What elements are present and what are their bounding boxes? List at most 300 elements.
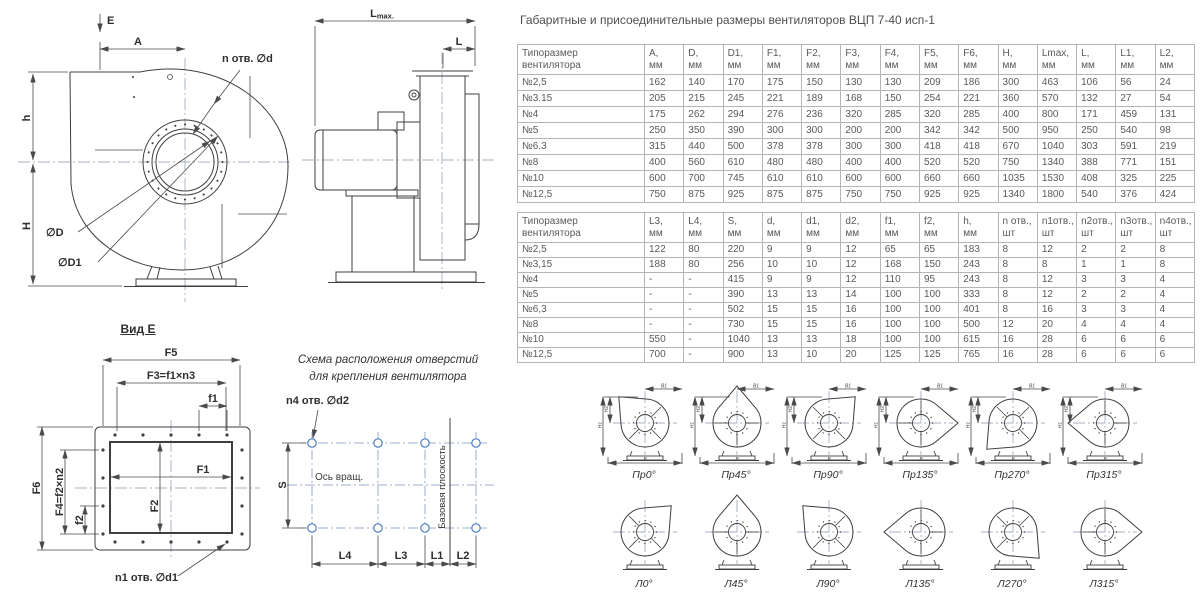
table-cell: 418 <box>919 139 958 155</box>
table-cell: 16 <box>998 333 1037 348</box>
table-cell: 400 <box>880 155 919 171</box>
table-row <box>518 75 1195 91</box>
base-plane-label: Базовая плоскость <box>437 445 448 529</box>
fan-dim-label: В <box>735 457 739 463</box>
fan-orientation-label: Л270° <box>997 578 1027 590</box>
table-cell: 560 <box>684 155 723 171</box>
table-cell: 9 <box>802 243 841 258</box>
table-cell: 205 <box>645 91 684 107</box>
table-cell: 9 <box>802 273 841 288</box>
table-cell: 4 <box>1155 318 1194 333</box>
fan-orientation-slot <box>690 383 782 481</box>
table-cell: 400 <box>998 107 1037 123</box>
table-cell: 333 <box>959 288 998 303</box>
table-cell: 300 <box>762 123 801 139</box>
table-cell: 150 <box>919 258 958 273</box>
column-header: n3отв., шт <box>1116 213 1155 243</box>
dim-label-f1-small: f1 <box>208 393 218 405</box>
table-cell: 20 <box>841 348 880 363</box>
table-cell: 320 <box>841 107 880 123</box>
table-cell: 10 <box>762 258 801 273</box>
table-cell: 600 <box>880 171 919 187</box>
table-cell: 2 <box>1077 288 1116 303</box>
table-cell: 95 <box>919 273 958 288</box>
fan-dim-label: Н2 <box>972 405 978 413</box>
table-cell: 6 <box>1077 348 1116 363</box>
table-cell: 550 <box>645 333 684 348</box>
centerlines <box>302 52 495 292</box>
table-cell: 610 <box>802 171 841 187</box>
table-cell: 150 <box>802 75 841 91</box>
table-cell: 285 <box>880 107 919 123</box>
table-cell: - <box>684 333 723 348</box>
dim-label-a: A <box>134 36 142 48</box>
table-cell: 325 <box>1116 171 1155 187</box>
mounting-holes <box>308 439 480 532</box>
table-cell: 875 <box>762 187 801 203</box>
table-cell: 378 <box>802 139 841 155</box>
table-cell: 100 <box>880 288 919 303</box>
table-row <box>518 288 1195 303</box>
table-cell: 6 <box>1155 348 1194 363</box>
table-cell: 424 <box>1155 187 1194 203</box>
fan-orientation-slot <box>874 492 966 590</box>
dim-label-l1: L1 <box>430 550 444 562</box>
mounting-holes-schema <box>272 388 507 598</box>
fan-orientation-slot <box>1058 383 1150 481</box>
table-cell: 100 <box>919 288 958 303</box>
table-cell: 408 <box>1077 171 1116 187</box>
table-cell: 28 <box>1037 348 1076 363</box>
table-cell: 600 <box>645 171 684 187</box>
table-cell: 660 <box>959 171 998 187</box>
fan-orientation-label: Л90° <box>816 578 840 590</box>
fan-orientation-diagram <box>782 492 874 578</box>
table-cell: 12 <box>1037 288 1076 303</box>
table-cell: 4 <box>1155 303 1194 318</box>
table-cell: 10 <box>802 348 841 363</box>
table-cell: 3 <box>1077 303 1116 318</box>
table-cell: 925 <box>959 187 998 203</box>
fan-orientation-diagram <box>1058 492 1150 578</box>
orientation-row-right <box>598 383 1150 481</box>
table-cell: 221 <box>959 91 998 107</box>
table-cell: 1340 <box>998 187 1037 203</box>
fan-dim-label: Н2 <box>880 405 886 413</box>
table-cell: 401 <box>959 303 998 318</box>
fan-orientation-diagram <box>598 383 690 469</box>
table-cell: 1800 <box>1037 187 1076 203</box>
column-header: Lmax, мм <box>1037 45 1076 75</box>
table-cell: 418 <box>959 139 998 155</box>
column-header: n4отв., шт <box>1155 213 1194 243</box>
fan-orientation-diagram <box>966 492 1058 578</box>
dim-label-f1: F1 <box>196 464 210 476</box>
table-cell: 262 <box>684 107 723 123</box>
fan-orientation-diagram <box>598 492 690 578</box>
table-cell: 8 <box>998 273 1037 288</box>
table-cell: 8 <box>1037 258 1076 273</box>
column-header: L2, мм <box>1155 45 1194 75</box>
fan-side-view-drawing <box>290 0 510 300</box>
table-cell: - <box>645 273 684 288</box>
flange-view-drawing <box>15 338 265 596</box>
table-cell: 463 <box>1037 75 1076 91</box>
column-header: d2, мм <box>841 213 880 243</box>
column-header-typesize: Типоразмер вентилятора <box>518 45 645 75</box>
table-cell: 750 <box>880 187 919 203</box>
table-cell: 700 <box>684 171 723 187</box>
column-header: S, мм <box>723 213 762 243</box>
table-cell: 459 <box>1116 107 1155 123</box>
table-cell: 9 <box>762 273 801 288</box>
table-row <box>518 155 1195 171</box>
table-cell: 745 <box>723 171 762 187</box>
column-header: d, мм <box>762 213 801 243</box>
page-title: Габаритные и присоединительные размеры вентиляторов ВЦП 7-40 исп-1 <box>520 13 935 27</box>
table-cell: 730 <box>723 318 762 333</box>
table-cell: 500 <box>723 139 762 155</box>
column-header: F1, мм <box>762 45 801 75</box>
table-cell: 254 <box>919 91 958 107</box>
table-cell: 200 <box>880 123 919 139</box>
table-row <box>518 91 1195 107</box>
table-cell: 2 <box>1116 288 1155 303</box>
fan-orientation-label: Пр45° <box>721 469 751 481</box>
table-cell: 600 <box>841 171 880 187</box>
table-cell: 2 <box>1116 243 1155 258</box>
column-header: n2отв., шт <box>1077 213 1116 243</box>
table-row <box>518 139 1195 155</box>
row-header-cell: №3.15 <box>518 91 645 107</box>
dim-label-f3: F3=f1×n3 <box>146 370 196 382</box>
dim-label-l3: L3 <box>394 550 408 562</box>
fan-dim-label: Н1 <box>690 421 696 429</box>
column-header: F6, мм <box>959 45 998 75</box>
table-cell: - <box>684 288 723 303</box>
column-header-typesize: Типоразмер вентилятора <box>518 213 645 243</box>
fan-orientation-diagram <box>690 383 782 469</box>
table-cell: 15 <box>802 318 841 333</box>
table-cell: 186 <box>959 75 998 91</box>
table-cell: 10 <box>802 258 841 273</box>
column-header: n отв., шт <box>998 213 1037 243</box>
fan-orientation-slot <box>1058 492 1150 590</box>
column-header: n1отв., шт <box>1037 213 1076 243</box>
table-cell: 6 <box>1155 333 1194 348</box>
table-cell: 1040 <box>723 333 762 348</box>
fan-dim-label: Н2 <box>604 405 610 413</box>
table-cell: - <box>645 303 684 318</box>
column-header: F5, мм <box>919 45 958 75</box>
dimensions-table-1 <box>517 44 1195 203</box>
table-cell: 18 <box>841 333 880 348</box>
fan-dim-label: Н2 <box>788 405 794 413</box>
column-header: L3, мм <box>645 213 684 243</box>
fan-front-view-drawing <box>0 0 292 312</box>
table-cell: 3 <box>1116 303 1155 318</box>
table-cell: 243 <box>959 258 998 273</box>
table-cell: 6 <box>1116 348 1155 363</box>
table-cell: 4 <box>1077 318 1116 333</box>
fan-orientation-slot <box>782 492 874 590</box>
column-header: h, мм <box>959 213 998 243</box>
schema-title-line2: для крепления вентилятора <box>309 370 467 383</box>
table-cell: 570 <box>1037 91 1076 107</box>
column-header: L4, мм <box>684 213 723 243</box>
table-cell: 950 <box>1037 123 1076 139</box>
table-cell: 500 <box>959 318 998 333</box>
table-row <box>518 273 1195 288</box>
dim-label-f6: F6 <box>31 481 43 495</box>
table-cell: 1 <box>1077 258 1116 273</box>
row-header-cell: №12,5 <box>518 348 645 363</box>
table-cell: 24 <box>1155 75 1194 91</box>
fan-dim-label: В <box>643 457 647 463</box>
table-cell: 80 <box>684 258 723 273</box>
table-cell: 8 <box>998 243 1037 258</box>
table-cell: 98 <box>1155 123 1194 139</box>
dim-label-h-big: H <box>21 222 33 230</box>
column-header: f2, мм <box>919 213 958 243</box>
table-cell: 591 <box>1116 139 1155 155</box>
fan-orientation-label: Л0° <box>635 578 653 590</box>
row-header-cell: №8 <box>518 318 645 333</box>
table-cell: 110 <box>880 273 919 288</box>
table-cell: 12 <box>841 258 880 273</box>
table-cell: 400 <box>841 155 880 171</box>
view-e-title: Вид Е <box>120 322 156 336</box>
table-cell: 54 <box>1155 91 1194 107</box>
table-cell: 175 <box>645 107 684 123</box>
fan-dim-label: В1 <box>936 383 944 390</box>
column-header: A, мм <box>645 45 684 75</box>
fan-orientation-label: Пр270° <box>994 469 1030 481</box>
table-cell: 100 <box>919 333 958 348</box>
table-cell: 303 <box>1077 139 1116 155</box>
table-cell: 170 <box>723 75 762 91</box>
orientation-row-left <box>598 492 1150 590</box>
table-cell: 750 <box>998 155 1037 171</box>
fan-orientation-diagram <box>874 383 966 469</box>
fan-orientation-label: Пр315° <box>1086 469 1122 481</box>
table-cell: 100 <box>880 333 919 348</box>
fan-orientation-slot <box>598 492 690 590</box>
table-cell: 56 <box>1116 75 1155 91</box>
table-cell: 480 <box>762 155 801 171</box>
table-row <box>518 123 1195 139</box>
table-cell: 150 <box>880 91 919 107</box>
table-cell: 6 <box>1077 333 1116 348</box>
table-cell: 376 <box>1116 187 1155 203</box>
bolt-holes <box>101 433 243 543</box>
table-cell: - <box>684 348 723 363</box>
column-header: D, мм <box>684 45 723 75</box>
table-cell: 360 <box>998 91 1037 107</box>
fan-orientation-label: Л135° <box>905 578 935 590</box>
table-cell: 171 <box>1077 107 1116 123</box>
row-header-cell: №10 <box>518 333 645 348</box>
row-header-cell: №2,5 <box>518 75 645 91</box>
fan-dim-label: В <box>827 457 831 463</box>
fan-housing <box>70 69 288 270</box>
table-cell: 12 <box>841 243 880 258</box>
fan-orientation-slot <box>966 492 1058 590</box>
column-header: F3, мм <box>841 45 880 75</box>
fan-dim-label: Н1 <box>598 421 604 429</box>
fan-orientation-diagram <box>690 492 782 578</box>
table-cell: 415 <box>723 273 762 288</box>
table-cell: 27 <box>1116 91 1155 107</box>
dim-label-lmax: Lmax. <box>370 8 394 21</box>
table-cell: 300 <box>802 123 841 139</box>
table-cell: 16 <box>998 348 1037 363</box>
table-cell: - <box>684 303 723 318</box>
table-cell: 480 <box>802 155 841 171</box>
motor <box>315 112 420 198</box>
table-cell: 8 <box>1155 258 1194 273</box>
fan-dim-label: В <box>1011 457 1015 463</box>
fan-dim-label: Н1 <box>966 421 972 429</box>
table-row <box>518 171 1195 187</box>
table-cell: 1530 <box>1037 171 1076 187</box>
dim-label-l: L <box>455 36 463 48</box>
row-header-cell: №2,5 <box>518 243 645 258</box>
table-cell: 4 <box>1155 288 1194 303</box>
table-cell: 610 <box>762 171 801 187</box>
table-cell: 12 <box>1037 243 1076 258</box>
dim-label-d1: ∅D1 <box>58 257 82 269</box>
table-cell: 1340 <box>1037 155 1076 171</box>
table-cell: 520 <box>919 155 958 171</box>
table-cell: 243 <box>959 273 998 288</box>
table-cell: 400 <box>645 155 684 171</box>
table-cell: 132 <box>1077 91 1116 107</box>
table-cell: 220 <box>723 243 762 258</box>
table-cell: 162 <box>645 75 684 91</box>
table-cell: 250 <box>645 123 684 139</box>
table-cell: 100 <box>880 318 919 333</box>
fan-orientation-slot <box>598 383 690 481</box>
table-cell: 378 <box>762 139 801 155</box>
table-cell: 800 <box>1037 107 1076 123</box>
table-cell: 16 <box>841 303 880 318</box>
table-cell: 125 <box>880 348 919 363</box>
table-cell: 8 <box>998 288 1037 303</box>
fan-dim-label: В1 <box>1120 383 1128 390</box>
table-cell: 540 <box>1077 187 1116 203</box>
table-cell: 8 <box>998 303 1037 318</box>
centerlines <box>287 432 494 540</box>
table-cell: 615 <box>959 333 998 348</box>
dim-label-f4: F4=f2×n2 <box>54 467 66 517</box>
table-cell: 500 <box>998 123 1037 139</box>
fan-orientation-label: Пр135° <box>902 469 938 481</box>
table-cell: 106 <box>1077 75 1116 91</box>
table-cell: 16 <box>1037 303 1076 318</box>
table-cell: 700 <box>645 348 684 363</box>
fan-dim-label: В1 <box>1028 383 1036 390</box>
table-cell: 20 <box>1037 318 1076 333</box>
fan-orientation-slot <box>966 383 1058 481</box>
table-cell: 765 <box>959 348 998 363</box>
table-row <box>518 348 1195 363</box>
table-cell: 8 <box>1155 243 1194 258</box>
column-header: f1, мм <box>880 213 919 243</box>
table-cell: 320 <box>919 107 958 123</box>
dim-label-e: E <box>107 15 115 27</box>
table-cell: 175 <box>762 75 801 91</box>
table-cell: 215 <box>684 91 723 107</box>
dim-label-f2: F2 <box>149 499 161 513</box>
fan-orientation-label: Л45° <box>724 578 748 590</box>
table-cell: 12 <box>1037 273 1076 288</box>
fan-dim-label: Н1 <box>1058 421 1064 429</box>
fan-orientation-diagram <box>966 383 1058 469</box>
table-cell: - <box>684 273 723 288</box>
table-cell: 1040 <box>1037 139 1076 155</box>
table-row <box>518 303 1195 318</box>
table-cell: 300 <box>998 75 1037 91</box>
rotation-axis-label: Ось вращ. <box>315 472 364 483</box>
table-cell: 875 <box>802 187 841 203</box>
fan-dim-label: Н2 <box>1064 405 1070 413</box>
table-cell: 350 <box>684 123 723 139</box>
table-cell: 4 <box>1155 273 1194 288</box>
fan-orientation-slot <box>690 492 782 590</box>
table-cell: 660 <box>919 171 958 187</box>
table-cell: 13 <box>762 348 801 363</box>
table-cell: 130 <box>841 75 880 91</box>
schema-title-line1: Схема расположения отверстий <box>297 354 479 366</box>
row-header-cell: №8 <box>518 155 645 171</box>
table-cell: 390 <box>723 288 762 303</box>
table-cell: 100 <box>880 303 919 318</box>
table-row <box>518 258 1195 273</box>
table-cell: 168 <box>841 91 880 107</box>
fan-orientation-label: Пр0° <box>632 469 656 481</box>
table-row <box>518 333 1195 348</box>
fan-dim-label: В1 <box>844 383 852 390</box>
row-header-cell: №4 <box>518 273 645 288</box>
table-cell: 9 <box>762 243 801 258</box>
fan-dim-label: Н2 <box>696 405 702 413</box>
fan-orientation-diagram <box>782 383 874 469</box>
table-cell: 342 <box>959 123 998 139</box>
table-cell: 168 <box>880 258 919 273</box>
fan-dim-label: Н1 <box>782 421 788 429</box>
fan-dim-label: В <box>919 457 923 463</box>
column-header: d1, мм <box>802 213 841 243</box>
column-header: F4, мм <box>880 45 919 75</box>
table-cell: 3 <box>1116 273 1155 288</box>
table-cell: 188 <box>645 258 684 273</box>
table-cell: 100 <box>919 303 958 318</box>
table-row <box>518 318 1195 333</box>
row-header-cell: №12,5 <box>518 187 645 203</box>
table-cell: 130 <box>880 75 919 91</box>
table-cell: 80 <box>684 243 723 258</box>
dimensions <box>31 347 240 584</box>
fan-orientation-slot <box>782 383 874 481</box>
table-cell: 294 <box>723 107 762 123</box>
table-cell: 221 <box>762 91 801 107</box>
table-cell: 15 <box>762 318 801 333</box>
table-cell: 300 <box>880 139 919 155</box>
table-cell: 16 <box>841 318 880 333</box>
dim-label-d: ∅D <box>46 227 64 239</box>
table-cell: 13 <box>762 288 801 303</box>
